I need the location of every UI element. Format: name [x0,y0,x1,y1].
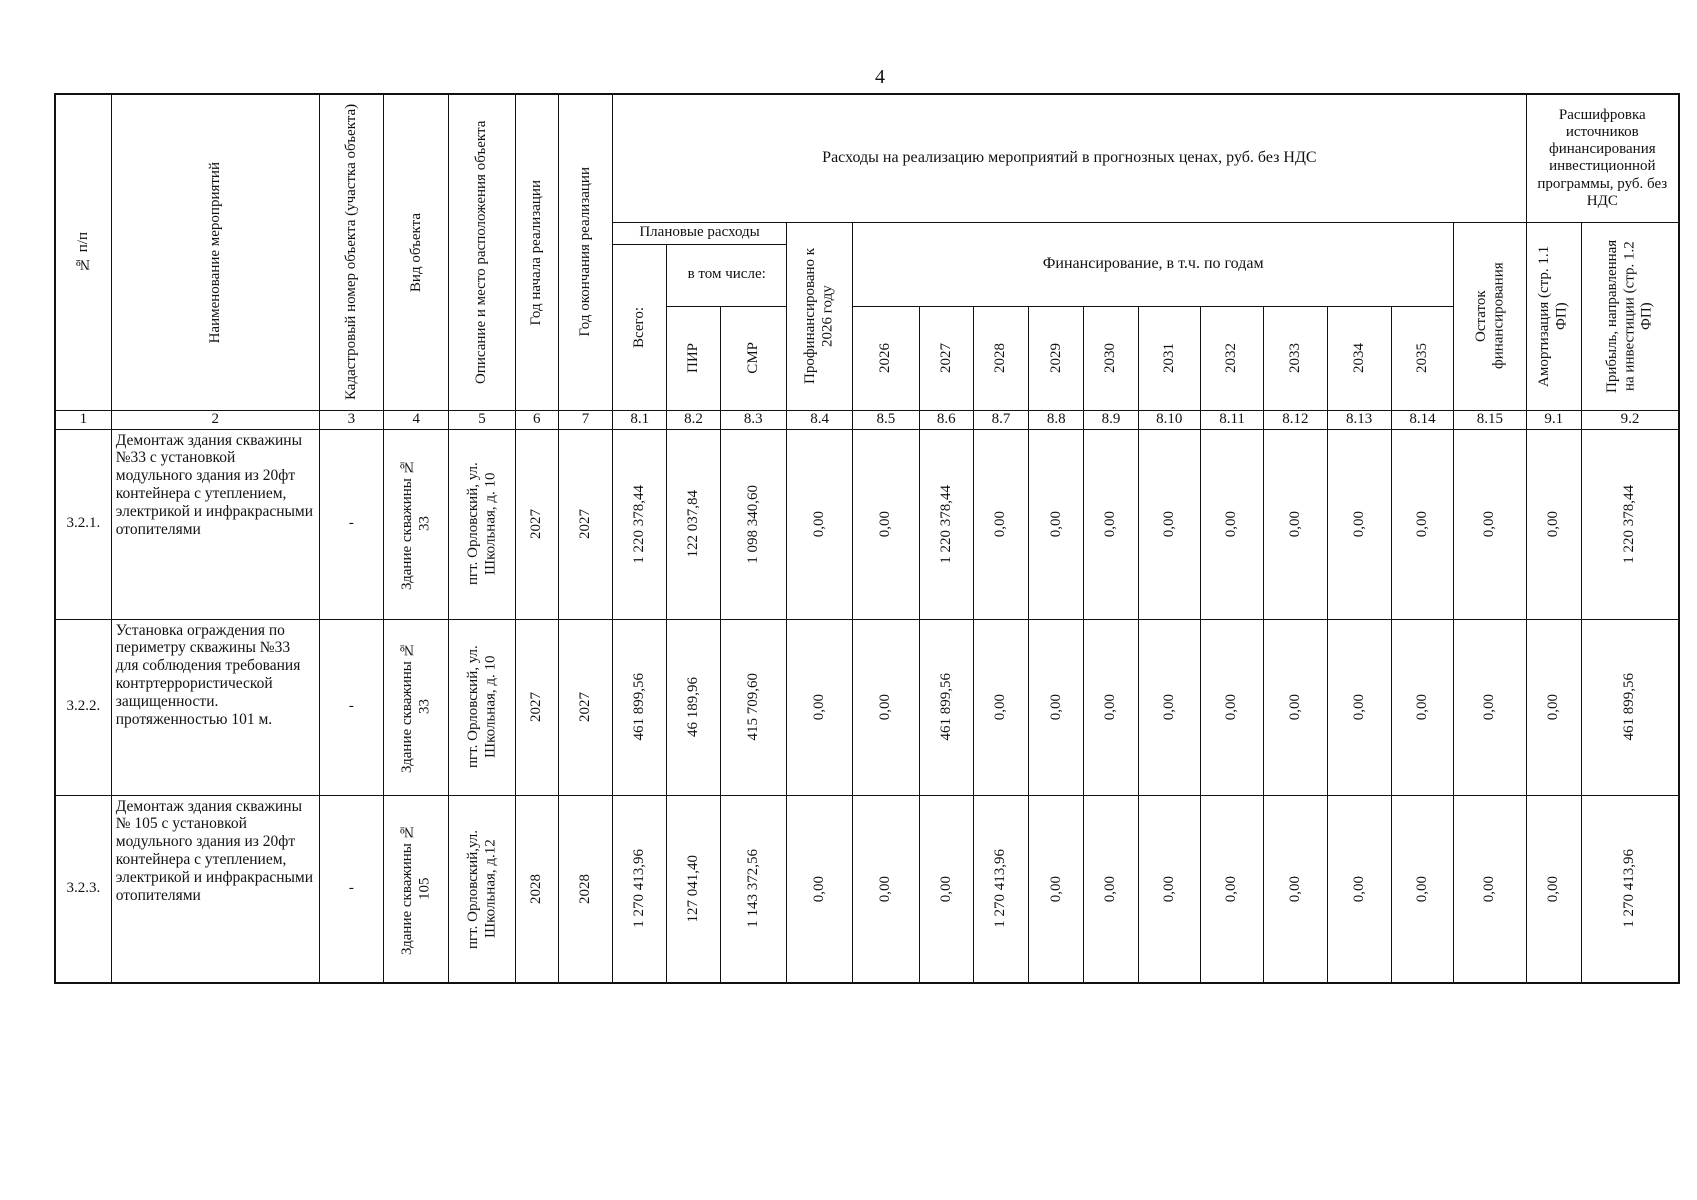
object-type: Здание скважины № 33 [384,429,449,619]
year-value: 0,00 [1084,795,1138,983]
header-year-2031: 2031 [1138,306,1200,410]
pir-value: 127 041,40 [667,795,720,983]
column-number: 8.2 [667,410,720,429]
year-value: 0,00 [1327,429,1391,619]
total-value: 1 220 378,44 [613,429,667,619]
year-value: 0,00 [1029,429,1084,619]
column-number: 8.12 [1264,410,1327,429]
year-value: 0,00 [1029,795,1084,983]
smr-value: 415 709,60 [720,619,786,795]
total-value: 461 899,56 [613,619,667,795]
column-number: 8.9 [1084,410,1138,429]
header-end-year: Год окончания реализации [558,94,612,410]
header-cadastral: Кадастровый номер объекта (участка объекта) [319,94,383,410]
column-number: 8.15 [1454,410,1527,429]
column-number: 9.2 [1581,410,1679,429]
column-number: 8.5 [853,410,919,429]
table-row [55,619,1679,795]
header-year-2030: 2030 [1084,306,1138,410]
year-value: 0,00 [1391,429,1453,619]
header-no: № п/п [55,94,111,410]
column-number: 8.3 [720,410,786,429]
column-number: 8.6 [919,410,973,429]
row-number: 3.2.3. [55,795,111,983]
header-year-2027: 2027 [919,306,973,410]
remaining-value: 0,00 [1454,429,1527,619]
total-value: 1 270 413,96 [613,795,667,983]
amortization-value: 0,00 [1526,619,1581,795]
start-year: 2027 [515,619,558,795]
column-number: 4 [384,410,449,429]
year-value: 0,00 [853,429,919,619]
header-year-2026: 2026 [853,306,919,410]
cadastral-number: - [319,429,383,619]
pir-value: 46 189,96 [667,619,720,795]
year-value: 0,00 [1138,795,1200,983]
column-number: 7 [558,410,612,429]
column-number: 6 [515,410,558,429]
column-number: 2 [111,410,319,429]
header-profit: Прибыль, направленная на инвестиции (стр. 1.2 ФП) [1581,222,1679,410]
start-year: 2028 [515,795,558,983]
header-total: Всего: [613,244,667,410]
column-numbers-row [55,410,1679,429]
amortization-value: 0,00 [1526,795,1581,983]
year-value: 1 270 413,96 [973,795,1028,983]
header-sources-group: Расшифровка источников финансирования инвестиционной программы, руб. без НДС [1526,94,1679,222]
end-year: 2028 [558,795,612,983]
start-year: 2027 [515,429,558,619]
column-number: 8.11 [1200,410,1263,429]
header-year-2029: 2029 [1029,306,1084,410]
header-financing-group: Финансирование, в т.ч. по годам [853,222,1454,306]
cadastral-number: - [319,795,383,983]
header-year-2034: 2034 [1327,306,1391,410]
pir-value: 122 037,84 [667,429,720,619]
year-value: 0,00 [1327,619,1391,795]
column-number: 8.4 [786,410,852,429]
header-pir: ПИР [667,306,720,410]
header-description: Описание и место расположения объекта [449,94,515,410]
cadastral-number: - [319,619,383,795]
remaining-value: 0,00 [1454,795,1527,983]
year-value: 0,00 [1138,429,1200,619]
header-expenses-group: Расходы на реализацию мероприятий в прогнозных ценах, руб. без НДС [613,94,1526,222]
year-value: 461 899,56 [919,619,973,795]
year-value: 0,00 [919,795,973,983]
table-row [55,429,1679,619]
object-description: пгт. Орловский, ул. Школьная, д. 10 [449,429,515,619]
year-value: 0,00 [973,619,1028,795]
year-value: 0,00 [1264,429,1327,619]
header-remaining: Остаток финансирования [1454,222,1527,410]
year-value: 0,00 [1200,795,1263,983]
year-value: 0,00 [1200,429,1263,619]
header-year-2032: 2032 [1200,306,1263,410]
column-number: 8.1 [613,410,667,429]
column-number: 8.14 [1391,410,1453,429]
table-row [55,795,1679,983]
object-description: пгт. Орловский,ул. Школьная, д.12 [449,795,515,983]
profit-value: 1 220 378,44 [1581,429,1679,619]
page-number: 4 [875,66,885,88]
year-value: 0,00 [1391,795,1453,983]
row-number: 3.2.1. [55,429,111,619]
year-value: 0,00 [1084,429,1138,619]
year-value: 0,00 [1029,619,1084,795]
prefinanced-value: 0,00 [786,795,852,983]
remaining-value: 0,00 [1454,619,1527,795]
year-value: 0,00 [1138,619,1200,795]
column-number: 5 [449,410,515,429]
header-planned-group: Плановые расходы [613,222,787,244]
profit-value: 461 899,56 [1581,619,1679,795]
header-year-2028: 2028 [973,306,1028,410]
column-number: 9.1 [1526,410,1581,429]
header-name: Наименование мероприятий [111,94,319,410]
end-year: 2027 [558,619,612,795]
profit-value: 1 270 413,96 [1581,795,1679,983]
year-value: 0,00 [1264,619,1327,795]
year-value: 0,00 [973,429,1028,619]
activity-name: Демонтаж здания скважины №33 с установкой модульного здания из 20фт контейнера с утеплением, электрикой и инфракрасными отопителями [111,429,319,619]
activity-name: Установка ограждения по периметру скважины №33 для соблюдения требования контртеррористической защищенности. протяженностью 101 м. [111,619,319,795]
column-number: 3 [319,410,383,429]
row-number: 3.2.2. [55,619,111,795]
column-number: 8.10 [1138,410,1200,429]
header-amortization: Амортизация (стр. 1.1 ФП) [1526,222,1581,410]
header-start-year: Год начала реализации [515,94,558,410]
smr-value: 1 098 340,60 [720,429,786,619]
header-including: в том числе: [667,244,787,306]
object-type: Здание скважины № 33 [384,619,449,795]
amortization-value: 0,00 [1526,429,1581,619]
year-value: 0,00 [1084,619,1138,795]
header-type: Вид объекта [384,94,449,410]
column-number: 8.8 [1029,410,1084,429]
year-value: 0,00 [853,619,919,795]
activity-name: Демонтаж здания скважины № 105 с установкой модульного здания из 20фт контейнера с утеплением, электрикой и инфракрасными отопителями [111,795,319,983]
column-number: 8.13 [1327,410,1391,429]
year-value: 0,00 [1200,619,1263,795]
column-number: 8.7 [973,410,1028,429]
header-prefinanced: Профинансировано к 2026 году [786,222,852,410]
smr-value: 1 143 372,56 [720,795,786,983]
header-year-2035: 2035 [1391,306,1453,410]
object-type: Здание скважины № 105 [384,795,449,983]
year-value: 1 220 378,44 [919,429,973,619]
year-value: 0,00 [853,795,919,983]
object-description: пгт. Орловский, ул. Школьная, д. 10 [449,619,515,795]
investment-table [54,93,1680,984]
prefinanced-value: 0,00 [786,429,852,619]
year-value: 0,00 [1327,795,1391,983]
year-value: 0,00 [1391,619,1453,795]
column-number: 1 [55,410,111,429]
header-year-2033: 2033 [1264,306,1327,410]
year-value: 0,00 [1264,795,1327,983]
end-year: 2027 [558,429,612,619]
prefinanced-value: 0,00 [786,619,852,795]
header-smr: СМР [720,306,786,410]
